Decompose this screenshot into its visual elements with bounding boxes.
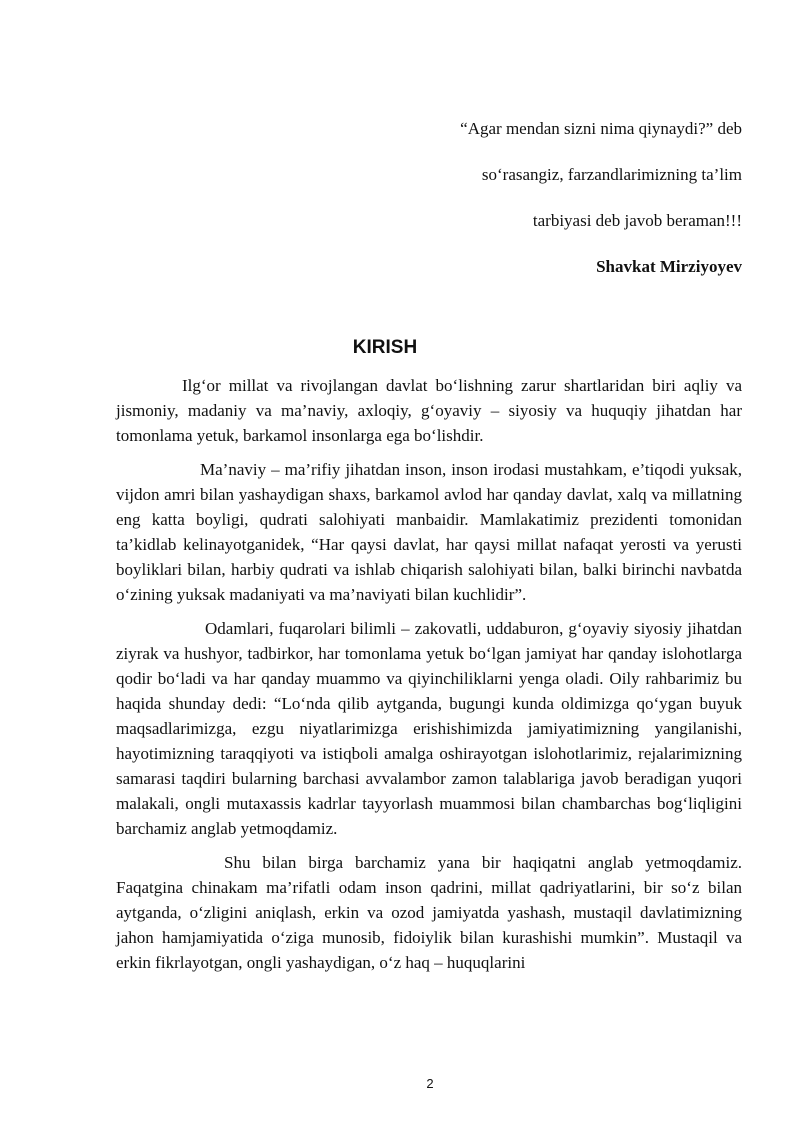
section-title: KIRISH	[352, 337, 418, 358]
paragraph-2: Ma’naviy – ma’rifiy jihatdan inson, inson irodasi mustahkam, e’tiqodi yuksak, vijdon amri bilan yashaydigan shaxs, barkamol avlod har qanday davlat, xalq va millatning eng katta boyligi, qudrati salohiyati manbaidir. Mamlakatimiz prezidenti tomonidan ta’kidlab kelinayotganidek, “Har qaysi davlat, har qaysi millat nafaqat yerosti va yerusti boyliklari bilan, harbiy qudrati va ishlab chiqarish salohiyati bilan, balki birinchi navbatda o‘zining yuksak madaniyati va ma’naviyati bilan kuchlidir”.	[116, 460, 742, 604]
paragraph-4: Shu bilan birga barchamiz yana bir haqiqatni anglab yetmoqdamiz. Faqatgina chinakam ma’rifatli odam inson qadrini, millat qadriyatlarini, bir so‘z bilan aytganda, o‘zligini aniqlash, erkin va ozod jamiyatda yashash, mustaqil davlatimizning jahon hamjamiyatida o‘ziga munosib, fidoiylik bilan kurashishi mumkin”. Mustaqil va erkin fikrlayotgan, ongli yashaydigan, o‘z haq – huquqlarini	[116, 853, 742, 972]
page-number: 2	[426, 1076, 434, 1091]
epigraph-line-1: “Agar mendan sizni nima qiynaydi?” deb	[460, 119, 742, 138]
epigraph-author: Shavkat Mirziyoyev	[596, 257, 742, 276]
epigraph-line-2: so‘rasangiz, farzandlarimizning ta’lim	[481, 165, 742, 184]
paragraph-3: Odamlari, fuqarolari bilimli – zakovatli, uddaburon, g‘oyaviy siyosiy jihatdan ziyrak va hushyor, tadbirkor, har tomonlama yetuk bo‘lgan jamiyat har qanday islohotlarga qodir bo‘ladi va har qanday muammo va qiyinchiliklarni yenga oladi. Oily rahbarimiz bu haqida shunday dedi: “Lo‘nda qilib aytganda, bugungi kunda oldimizga qo‘ygan buyuk maqsadlarimizga, ezgu niyatlarimizga erishishimizda jamiyatimizning yangilanishi, hayotimizning taraqqiyoti va istiqboli amalga oshirayotgan islohotlarimiz, rejalarimizning samarasi taqdiri bularning barchasi avvalambor zamon talablariga javob beradigan yuqori malakali, ongli mutaxassis kadrlar tayyorlash muammosi bilan chambarchas bog‘liqligini barchamiz anglab yetmoqdamiz.	[116, 619, 742, 838]
epigraph-line-3: tarbiyasi deb javob beraman!!!	[532, 211, 742, 230]
epigraph	[460, 117, 742, 279]
paragraph-1: Ilg‘or millat va rivojlangan davlat bo‘lishning zarur shartlaridan biri aqliy va jismoniy, madaniy va ma’naviy, axloqiy, g‘oyaviy – siyosiy va huquqiy jihatdan har tomonlama yetuk, barkamol insonlarga ega bo‘lishdir.	[116, 376, 742, 445]
body-text	[116, 373, 742, 984]
